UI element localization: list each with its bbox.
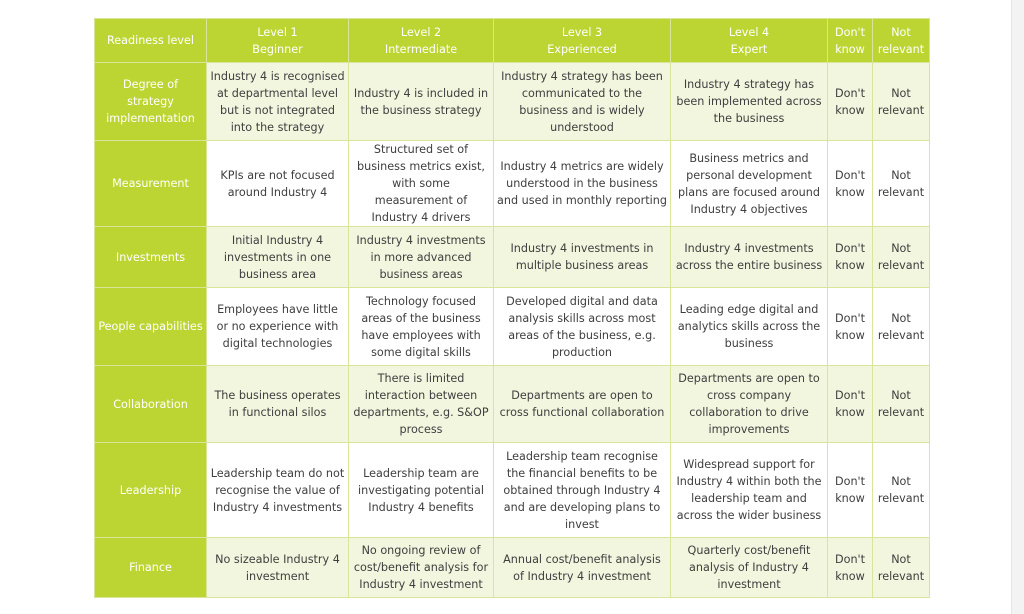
table-cell: Not relevant: [873, 443, 930, 538]
row-label: Finance: [95, 538, 207, 598]
table-cell: Departments are open to cross company collaboration to drive improvements: [671, 366, 828, 443]
table-cell: Structured set of business metrics exist, with some measurement of Industry 4 drivers: [349, 141, 494, 227]
header-line: know: [835, 42, 865, 56]
table-cell: No sizeable Industry 4 investment: [207, 538, 349, 598]
table-cell: Don't know: [828, 288, 873, 366]
header-line: Intermediate: [384, 42, 458, 56]
table-cell: The business operates in functional silos: [207, 366, 349, 443]
table-row: [95, 443, 930, 538]
header-line: Level 1: [257, 25, 298, 39]
dont-know-header: [828, 19, 873, 63]
table-cell: Don't know: [828, 63, 873, 141]
table-cell: Leadership team are investigating potential Industry 4 benefits: [349, 443, 494, 538]
level-2-header: [349, 19, 494, 63]
header-line: Don't: [834, 25, 865, 39]
table-cell: Not relevant: [873, 366, 930, 443]
table-cell: Industry 4 investments across the entire business: [671, 227, 828, 288]
table-cell: Industry 4 strategy has been communicated to the business and is widely understood: [494, 63, 671, 141]
readiness-matrix-table: [94, 18, 930, 598]
row-label: Investments: [95, 227, 207, 288]
table-cell: Don't know: [828, 227, 873, 288]
table-cell: Not relevant: [873, 288, 930, 366]
table-cell: Industry 4 metrics are widely understood in the business and used in monthly reporting: [494, 141, 671, 227]
table-cell: Employees have little or no experience with digital technologies: [207, 288, 349, 366]
table-cell: Don't know: [828, 141, 873, 227]
table-cell: Technology focused areas of the business have employees with some digital skills: [349, 288, 494, 366]
table-cell: No ongoing review of cost/benefit analysis for Industry 4 investment: [349, 538, 494, 598]
table-cell: There is limited interaction between departments, e.g. S&OP process: [349, 366, 494, 443]
header-line: Beginner: [252, 42, 303, 56]
vertical-scrollbar[interactable]: [1011, 0, 1024, 614]
table-cell: Quarterly cost/benefit analysis of Industry 4 investment: [671, 538, 828, 598]
table-cell: Developed digital and data analysis skills across most areas of the business, e.g. production: [494, 288, 671, 366]
table-cell: Industry 4 is recognised at departmental level but is not integrated into the strategy: [207, 63, 349, 141]
row-label: Leadership: [95, 443, 207, 538]
table-cell: Not relevant: [873, 538, 930, 598]
table-cell: Not relevant: [873, 141, 930, 227]
row-label: People capabilities: [95, 288, 207, 366]
header-line: relevant: [877, 42, 925, 56]
row-label: Collaboration: [95, 366, 207, 443]
table-cell: Industry 4 investments in multiple business areas: [494, 227, 671, 288]
table-row: [95, 366, 930, 443]
table-row: [95, 288, 930, 366]
row-label: Degree of strategy implementation: [95, 63, 207, 141]
header-line: Experienced: [547, 42, 617, 56]
not-relevant-header: [873, 19, 930, 63]
table-cell: Departments are open to cross functional collaboration: [494, 366, 671, 443]
table-row: [95, 538, 930, 598]
table-cell: Don't know: [828, 538, 873, 598]
level-1-header: [207, 19, 349, 63]
header-line: Level 4: [728, 25, 770, 39]
table-row: [95, 63, 930, 141]
table-cell: Widespread support for Industry 4 within both the leadership team and across the wider business: [671, 443, 828, 538]
table-cell: Industry 4 is included in the business strategy: [349, 63, 494, 141]
table-cell: Industry 4 strategy has been implemented across the business: [671, 63, 828, 141]
level-3-header: [494, 19, 671, 63]
table-cell: Leadership team do not recognise the value of Industry 4 investments: [207, 443, 349, 538]
header-row: [95, 19, 930, 63]
table-row: [95, 227, 930, 288]
table-cell: Not relevant: [873, 227, 930, 288]
header-line: Level 3: [561, 25, 603, 39]
table-cell: Leadership team recognise the financial benefits to be obtained through Industry 4 and are developing plans to invest: [494, 443, 671, 538]
table-cell: Business metrics and personal development plans are focused around Industry 4 objectives: [671, 141, 828, 227]
table-cell: Don't know: [828, 366, 873, 443]
row-label: Measurement: [95, 141, 207, 227]
table-cell: Leading edge digital and analytics skills across the business: [671, 288, 828, 366]
table-cell: Initial Industry 4 investments in one business area: [207, 227, 349, 288]
header-line: Level 2: [400, 25, 442, 39]
table-cell: Annual cost/benefit analysis of Industry 4 investment: [494, 538, 671, 598]
table-row: [95, 141, 930, 227]
table-cell: Not relevant: [873, 63, 930, 141]
corner-header: Readiness level: [95, 19, 207, 63]
header-line: Expert: [730, 42, 768, 56]
table-cell: Industry 4 investments in more advanced business areas: [349, 227, 494, 288]
table-cell: Don't know: [828, 443, 873, 538]
table-cell: KPIs are not focused around Industry 4: [207, 141, 349, 227]
level-4-header: [671, 19, 828, 63]
header-line: Not: [891, 25, 911, 39]
